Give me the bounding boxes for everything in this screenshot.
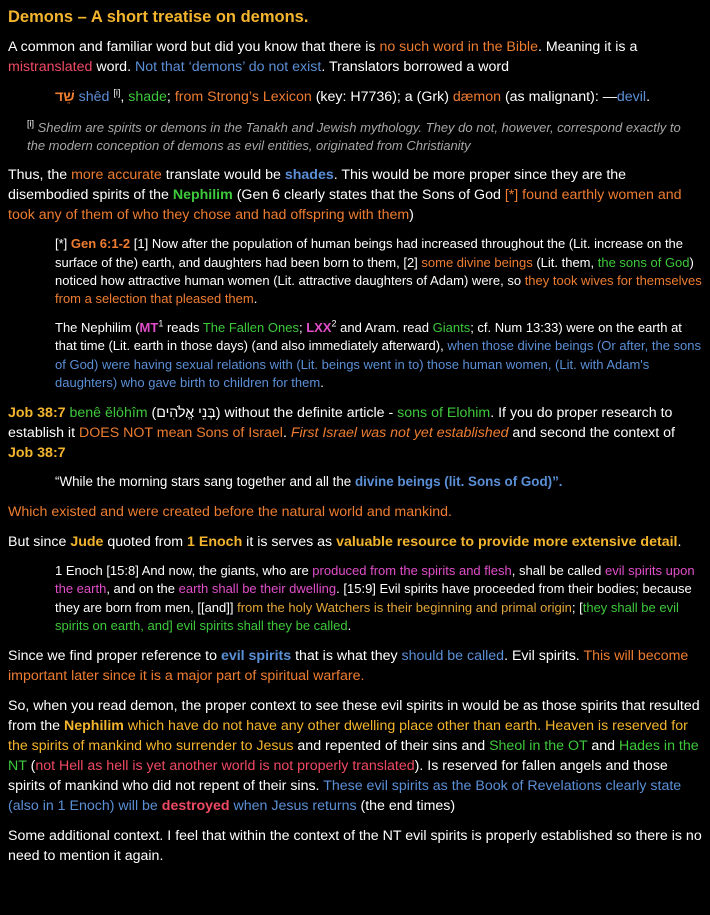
more-accurate: more accurate bbox=[71, 167, 162, 184]
job-hebrew: בְּנֵי אֱלֹהִים bbox=[156, 405, 216, 422]
enoch-q-1: 1 Enoch [15:8] And now, the giants, who are bbox=[55, 563, 313, 579]
closing-paragraph: Some additional context. I feel that within the context of the NT evil spirits is properly established so there is no need to mention it again. bbox=[8, 828, 702, 865]
gen-text-4: . bbox=[253, 291, 258, 307]
nephilim-word: Nephilim bbox=[172, 187, 233, 204]
job-quote-text: “While the morning stars sang together and all the bbox=[55, 474, 355, 490]
enoch-dwelling: earth shall be their dwelling bbox=[178, 581, 337, 597]
ctx-destroyed: destroyed bbox=[161, 798, 230, 815]
enoch-text-2: quoted from bbox=[103, 534, 188, 551]
job-text-1: ( bbox=[147, 405, 157, 422]
gen-text-3: ) noticed how attractive human women (Lit. attractive daughters of Adam) were, so bbox=[55, 254, 694, 288]
enoch-spirits-flesh: produced from the spirits and flesh bbox=[312, 563, 512, 579]
enoch-text-1: But since bbox=[8, 534, 71, 551]
neph-text-6: . bbox=[320, 374, 324, 390]
strongs-daemon: dæmon bbox=[452, 89, 501, 105]
job-quote bbox=[55, 473, 702, 491]
neph-sup-2: 2 bbox=[331, 318, 337, 329]
ctx-heaven: Heaven is reserved for the spirits of mankind who surrender to Jesus bbox=[8, 718, 688, 755]
strongs-devil: devil bbox=[616, 89, 647, 105]
evil-text-3: . Evil spirits. bbox=[504, 648, 584, 665]
neph-lxx: LXX bbox=[306, 320, 332, 336]
shades-text-3: . This would be more proper since they are the disembodied spirits of the bbox=[8, 167, 627, 204]
ctx-text-6: (the end times) bbox=[356, 798, 456, 815]
evil-text-1: Since we find proper reference to bbox=[8, 648, 221, 665]
strongs-semi: ; bbox=[166, 89, 175, 105]
intro-text-4: . Translators borrowed a word bbox=[321, 59, 510, 75]
strongs-malig: (as malignant): — bbox=[501, 89, 617, 105]
ctx-text-3: and bbox=[587, 738, 619, 755]
found-earthly-women: [*] found earthly women and took any of them of who they chose and had offspring with them bbox=[8, 187, 682, 224]
intro-text-1: A common and familiar word but did you know that there is bbox=[8, 39, 380, 55]
neph-divine-relations: when those divine beings (Or after, the sons of God) were having sexual relations with (Lit. beings went in to) those human women, (Lit. with Adam's daughters) who gave birth to children for them bbox=[55, 338, 701, 390]
job-sons-of-elohim: sons of Elohim bbox=[397, 405, 491, 422]
intro-text-3: word. bbox=[92, 59, 135, 75]
ctx-dwelling: which have do not have any other dwelling place other than earth. bbox=[123, 718, 546, 735]
valuable-resource: valuable resource to provide more extensive detail bbox=[336, 534, 678, 551]
shades-paragraph bbox=[8, 165, 702, 225]
ctx-text-2: and repented of their sins and bbox=[293, 738, 490, 755]
footnote bbox=[27, 119, 702, 155]
job-text-4: . bbox=[282, 425, 291, 442]
footnote-text: Shedim are spirits or demons in the Tanakh and Jewish mythology. They do not, however, correspond exactly to the modern conception of demons as evil entities, originated from Christianity bbox=[27, 120, 681, 154]
shades-text-5: ) bbox=[409, 207, 414, 224]
strongs-key: (key: H7736); a (Grk) bbox=[311, 89, 453, 105]
intro-text-2: . Meaning it is a bbox=[537, 39, 638, 55]
job-quote-divine: divine beings (lit. Sons of God)”. bbox=[354, 474, 563, 490]
ctx-hades: Hades in the NT bbox=[8, 738, 699, 775]
job-israel-not-established: First Israel was not yet established bbox=[290, 425, 509, 442]
enoch-paragraph bbox=[8, 532, 702, 552]
neph-fallen-ones: The Fallen Ones bbox=[202, 320, 299, 336]
nephilim-note bbox=[55, 319, 702, 392]
enoch-q-2: , shall be called bbox=[511, 563, 605, 579]
evil-text-2: that is what they bbox=[291, 648, 402, 665]
neph-text-1: The Nephilim ( bbox=[55, 320, 140, 336]
ctx-text-5: ). Is reserved for fallen angels and those spirits of mankind who did not repent of their sins. bbox=[8, 758, 668, 795]
existed-line: Which existed and were created before the natural world and mankind. bbox=[8, 504, 453, 521]
neph-text-3: ; bbox=[298, 320, 307, 336]
shades-text-4: (Gen 6 clearly states that the Sons of God bbox=[232, 187, 505, 204]
ctx-text-4: ( bbox=[26, 758, 36, 775]
shades-word: shades bbox=[284, 167, 334, 184]
neph-mt: MT bbox=[139, 320, 159, 336]
enoch-text-3: it is serves as bbox=[242, 534, 337, 551]
strongs-definition bbox=[55, 87, 702, 107]
shades-text-2: translate would be bbox=[161, 167, 285, 184]
job-text-2: ) without the definite article - bbox=[215, 405, 398, 422]
intro-no-such-word: no such word in the Bible bbox=[379, 39, 538, 55]
job-text-5: and second the context of bbox=[508, 425, 675, 442]
spiritual-warfare: This will become important later since it is a major part of spiritual warfare. bbox=[8, 648, 689, 685]
enoch-quote bbox=[55, 562, 702, 635]
footnote-mark: [i] bbox=[27, 118, 35, 129]
neph-text-4: and Aram. read bbox=[336, 320, 433, 336]
enoch-q-3: , and on the bbox=[106, 581, 179, 597]
enoch-q-6: . bbox=[347, 617, 352, 633]
enoch-word: 1 Enoch bbox=[187, 534, 243, 551]
intro-paragraph bbox=[8, 37, 702, 77]
strongs-lexicon: from Strong’s Lexicon bbox=[174, 89, 312, 105]
enoch-text-4: . bbox=[677, 534, 682, 551]
gen-ref: Gen 6:1-2 bbox=[70, 236, 131, 252]
ctx-revelations: These evil spirits as the Book of Revelations clearly state (also in 1 Enoch) will be bbox=[8, 778, 682, 815]
gen-text-1: [1] Now after the population of human beings had increased throughout the (Lit. increase on the surface of the) earth, and daughters had been born to them, [2] bbox=[55, 236, 684, 270]
shades-text-1: Thus, the bbox=[8, 167, 72, 184]
gen-divine-beings: some divine beings bbox=[421, 254, 533, 270]
neph-text-2: reads bbox=[163, 320, 203, 336]
genesis-quote bbox=[55, 235, 702, 308]
should-be-called: should be called bbox=[401, 648, 505, 665]
job-not-israel: DOES NOT mean Sons of Israel bbox=[78, 425, 283, 442]
page-title: Demons – A short treatise on demons. bbox=[8, 8, 309, 26]
job-bene-elohim: benê ĕlōhîm bbox=[69, 405, 148, 422]
intro-demons-exist: Not that ‘demons’ do not exist bbox=[134, 59, 322, 75]
job-ref: Job 38:7 bbox=[8, 405, 66, 422]
evil-spirits-paragraph bbox=[8, 646, 702, 686]
job-text-3: . If you do proper research to establish it bbox=[8, 405, 673, 442]
gen-text-2: (Lit. them, bbox=[532, 254, 598, 270]
translit-shed: shêd bbox=[78, 89, 110, 105]
hebrew-shed: שֵׁד bbox=[55, 89, 75, 105]
gen-mark: [*] bbox=[55, 236, 71, 252]
footnote-ref[interactable]: [i] bbox=[113, 87, 121, 98]
ctx-text-1: So, when you read demon, the proper context to see these evil spirits in would be as those spirits that resulted from the bbox=[8, 698, 700, 735]
ctx-sheol: Sheol in the OT bbox=[489, 738, 588, 755]
gen-sons-of-god: the sons of God bbox=[597, 254, 690, 270]
enoch-q-4: . [15:9] Evil spirits have proceeded from their bodies; because they are born from men, [[and]] bbox=[55, 581, 692, 615]
job-paragraph bbox=[8, 403, 702, 463]
strongs-comma: , bbox=[120, 89, 129, 105]
enoch-q-5: ; [ bbox=[571, 599, 583, 615]
job-ref-2: Job 38:7 bbox=[8, 445, 66, 462]
ctx-not-hell: not Hell as hell is yet another world is not properly translated bbox=[35, 758, 415, 775]
enoch-evil-spirits-earth: evil spirits upon the earth bbox=[55, 563, 695, 597]
context-paragraph bbox=[8, 696, 702, 816]
intro-mistranslated: mistranslated bbox=[8, 59, 93, 75]
evil-spirits-word: evil spirits bbox=[220, 648, 292, 665]
ctx-nephilim: Nephilim bbox=[63, 718, 124, 735]
neph-text-5: ; cf. Num 13:33) were on the earth at that time (Lit. earth in those days) (and also immediately afterward), bbox=[55, 320, 682, 354]
ctx-jesus-returns: when Jesus returns bbox=[229, 798, 357, 815]
enoch-watchers: from the holy Watchers is their beginning and primal origin bbox=[237, 599, 572, 615]
strongs-shade: shade bbox=[128, 89, 167, 105]
neph-sup-1: 1 bbox=[158, 318, 164, 329]
gen-took-wives: they took wives for themselves from a selection that pleased them bbox=[55, 272, 702, 307]
jude-word: Jude bbox=[70, 534, 104, 551]
strongs-period: . bbox=[646, 89, 651, 105]
enoch-called: they shall be evil spirits on earth, and] evil spirits shall they be called bbox=[55, 599, 679, 633]
neph-giants: Giants bbox=[432, 320, 471, 336]
